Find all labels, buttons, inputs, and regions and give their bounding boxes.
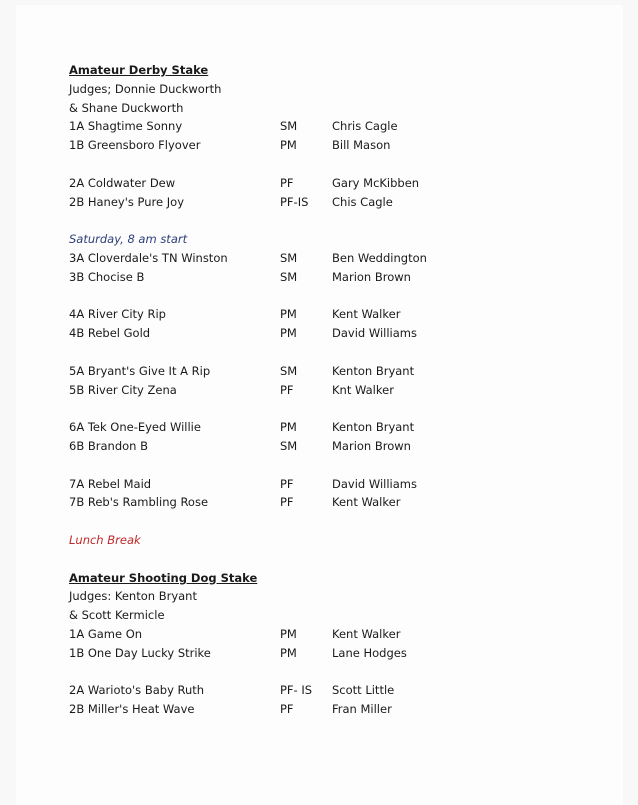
handler-name: David Williams [332,326,417,341]
brace-row [69,625,589,644]
dog-class: PM [280,326,297,341]
dog-class: PF [280,175,294,190]
dog-name: 5A Bryant's Give It A Rip [69,363,211,378]
dog-name: 2B Miller's Heat Wave [69,702,195,717]
handler-name: Knt Walker [332,382,394,397]
dog-class: PM [280,138,297,153]
brace-row [69,493,589,512]
handler-name: Scott Little [332,683,395,698]
brace-row [69,249,589,268]
brace-row [69,362,589,381]
dog-class: SM [280,250,298,265]
dog-class: PF [280,476,294,491]
judges-line: & Scott Kermicle [69,608,165,623]
dog-name: 2B Haney's Pure Joy [69,194,184,209]
dog-class: PF- IS [280,683,313,698]
dog-name: 7B Reb's Rambling Rose [69,495,209,510]
brace-row [69,644,589,663]
dog-class: PF [280,702,294,717]
brace-row [69,381,589,400]
brace-row [69,268,589,287]
handler-name: David Williams [332,476,417,491]
judges-line: Judges: Kenton Bryant [69,589,197,604]
dog-class: SM [280,119,298,134]
handler-name: Lane Hodges [332,645,407,660]
handler-name: Kenton Bryant [332,420,415,435]
brace-row [69,418,589,437]
dog-name: 2A Coldwater Dew [69,175,176,190]
document-content [69,61,589,719]
brace-row [69,305,589,324]
brace-row [69,700,589,719]
dog-class: SM [280,438,298,453]
judges-line: Judges; Donnie Duckworth [69,81,222,96]
dog-name: 7A Rebel Maid [69,476,152,491]
brace-row [69,117,589,136]
handler-name: Marion Brown [332,269,411,284]
handler-name: Bill Mason [332,138,391,153]
dog-class: SM [280,269,298,284]
judges-line: & Shane Duckworth [69,100,184,115]
brace-row [69,324,589,343]
handler-name: Kent Walker [332,307,401,322]
document-page [16,5,623,805]
dog-class: PM [280,420,297,435]
handler-name: Kent Walker [332,626,401,641]
handler-name: Ben Weddington [332,250,427,265]
dog-name: 6A Tek One-Eyed Willie [69,420,201,435]
brace-row [69,475,589,494]
dog-class: PM [280,307,297,322]
saturday-start-note: Saturday, 8 am start [69,232,188,247]
section-title-shooting-dog: Amateur Shooting Dog Stake [69,570,258,585]
dog-name: 1A Shagtime Sonny [69,119,183,134]
dog-class: PF [280,495,294,510]
dog-class: PF [280,382,294,397]
dog-name: 2A Warioto's Baby Ruth [69,683,205,698]
dog-name: 4A River City Rip [69,307,166,322]
section-title-derby: Amateur Derby Stake [69,63,209,77]
handler-name: Chris Cagle [332,119,398,134]
brace-row [69,437,589,456]
dog-name: 4B Rebel Gold [69,326,151,341]
brace-row [69,681,589,700]
dog-name: 1B One Day Lucky Strike [69,645,211,660]
dog-class: SM [280,363,298,378]
dog-name: 1B Greensboro Flyover [69,138,201,153]
lunch-break-note: Lunch Break [69,532,141,547]
handler-name: Kenton Bryant [332,363,415,378]
handler-name: Chis Cagle [332,194,393,209]
dog-name: 3B Chocise B [69,269,145,284]
handler-name: Marion Brown [332,438,411,453]
handler-name: Gary McKibben [332,175,420,190]
dog-class: PF-IS [280,194,309,209]
dog-name: 1A Game On [69,626,143,641]
dog-name: 6B Brandon B [69,438,148,453]
handler-name: Fran Miller [332,702,392,717]
dog-name: 5B River City Zena [69,382,177,397]
dog-class: PM [280,645,297,660]
dog-class: PM [280,626,297,641]
handler-name: Kent Walker [332,495,401,510]
brace-row [69,136,589,155]
brace-row [69,193,589,212]
dog-name: 3A Cloverdale's TN Winston [69,250,228,265]
brace-row [69,174,589,193]
